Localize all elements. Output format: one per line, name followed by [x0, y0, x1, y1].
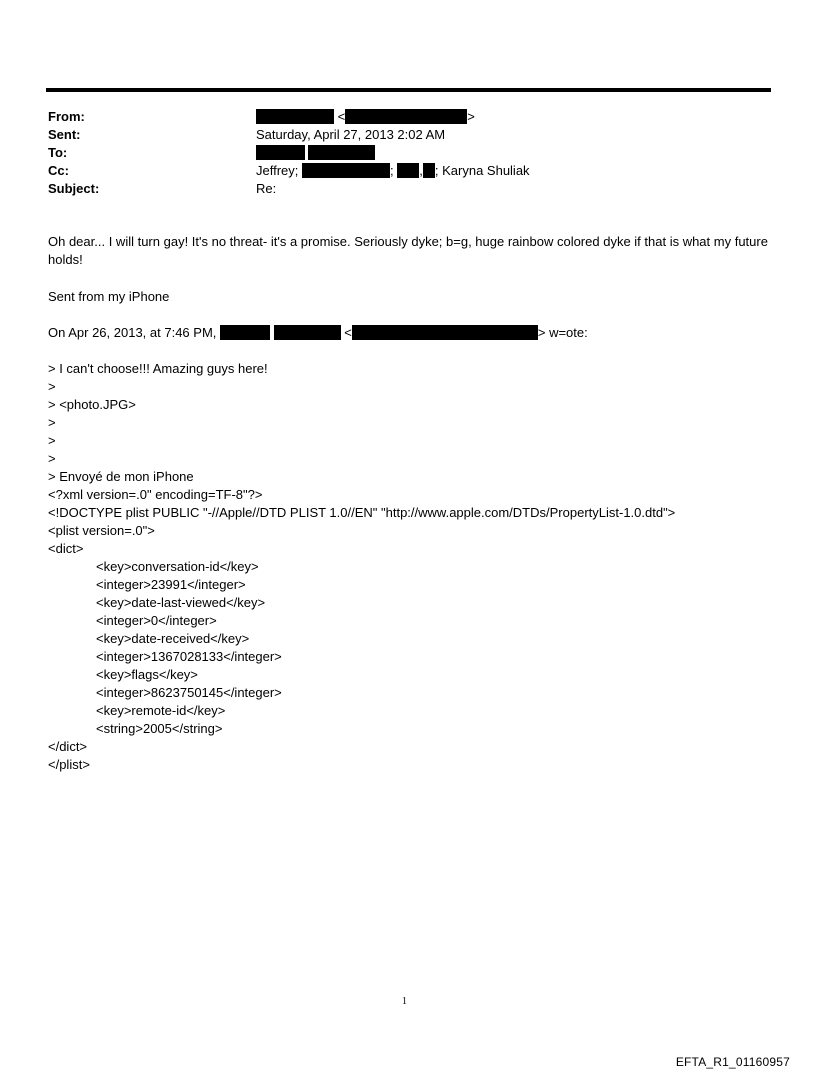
quoted-line: >	[48, 451, 56, 466]
xml-line: <key>conversation-id</key>	[96, 559, 259, 574]
to-label: To:	[48, 145, 68, 160]
cc-prefix: Jeffrey;	[256, 163, 299, 178]
redaction-block	[256, 109, 334, 124]
redaction-block	[345, 109, 467, 124]
xml-line: <string>2005</string>	[96, 721, 223, 736]
xml-line: <integer>23991</integer>	[96, 577, 246, 592]
redaction-block	[220, 325, 270, 340]
sent-value: Saturday, April 27, 2013 2:02 AM	[256, 127, 446, 142]
quote-attribution	[48, 324, 588, 342]
quoted-line: >	[48, 379, 56, 394]
cc-label: Cc:	[48, 163, 69, 178]
xml-line: <key>remote-id</key>	[96, 703, 226, 718]
xml-line: <key>date-last-viewed</key>	[96, 595, 266, 610]
page-number: 1	[402, 996, 407, 1007]
from-lt: <	[337, 109, 346, 124]
quote-suffix: > w=ote:	[537, 325, 588, 340]
cc-value	[256, 162, 530, 180]
quote-lt: <	[344, 325, 352, 340]
xml-line: <key>flags</key>	[96, 667, 198, 682]
xml-line: <key>date-received</key>	[96, 631, 250, 646]
quoted-line: > Envoyé de mon iPhone	[48, 469, 194, 484]
from-gt: >	[467, 109, 475, 124]
redaction-block	[302, 163, 390, 178]
redaction-block	[256, 145, 305, 160]
xml-line: </plist>	[48, 757, 90, 772]
redaction-block	[352, 325, 538, 340]
xml-line: <!DOCTYPE plist PUBLIC "-//Apple//DTD PLIST 1.0//EN" "http://www.apple.com/DTDs/PropertyList-1.0.dtd">	[48, 505, 676, 520]
quoted-line: >	[48, 415, 56, 430]
cc-sep2: ,	[419, 163, 423, 178]
subject-label: Subject:	[48, 181, 100, 196]
quote-prefix: On Apr 26, 2013, at 7:46 PM,	[48, 325, 217, 340]
xml-line: </dict>	[48, 739, 88, 754]
xml-line: <plist version=.0">	[48, 523, 155, 538]
to-value	[256, 144, 375, 162]
redaction-block	[308, 145, 375, 160]
subject-value: Re:	[256, 181, 277, 196]
xml-line: <dict>	[48, 541, 84, 556]
body-paragraph: Oh dear... I will turn gay! It's no threat- it's a promise. Seriously dyke; b=g, huge rainbow colored dyke if that is what my future holds!	[48, 234, 768, 267]
bates-number: EFTA_R1_01160957	[675, 1055, 790, 1069]
xml-line: <?xml version=.0" encoding=TF-8"?>	[48, 487, 263, 502]
redaction-block	[274, 325, 341, 340]
quoted-line: > I can't choose!!! Amazing guys here!	[48, 361, 268, 376]
sent-label: Sent:	[48, 127, 81, 142]
cc-suffix: ; Karyna Shuliak	[434, 163, 530, 178]
from-value	[256, 108, 475, 126]
xml-line: <integer>1367028133</integer>	[96, 649, 282, 664]
header-rule	[46, 88, 771, 92]
signature: Sent from my iPhone	[48, 289, 170, 304]
redaction-block	[397, 163, 419, 178]
quoted-line: >	[48, 433, 56, 448]
xml-line: <integer>0</integer>	[96, 613, 217, 628]
from-label: From:	[48, 109, 85, 124]
xml-line: <integer>8623750145</integer>	[96, 685, 282, 700]
cc-sep1: ;	[390, 163, 394, 178]
redaction-block	[423, 163, 435, 178]
quoted-line: > <photo.JPG>	[48, 397, 136, 412]
